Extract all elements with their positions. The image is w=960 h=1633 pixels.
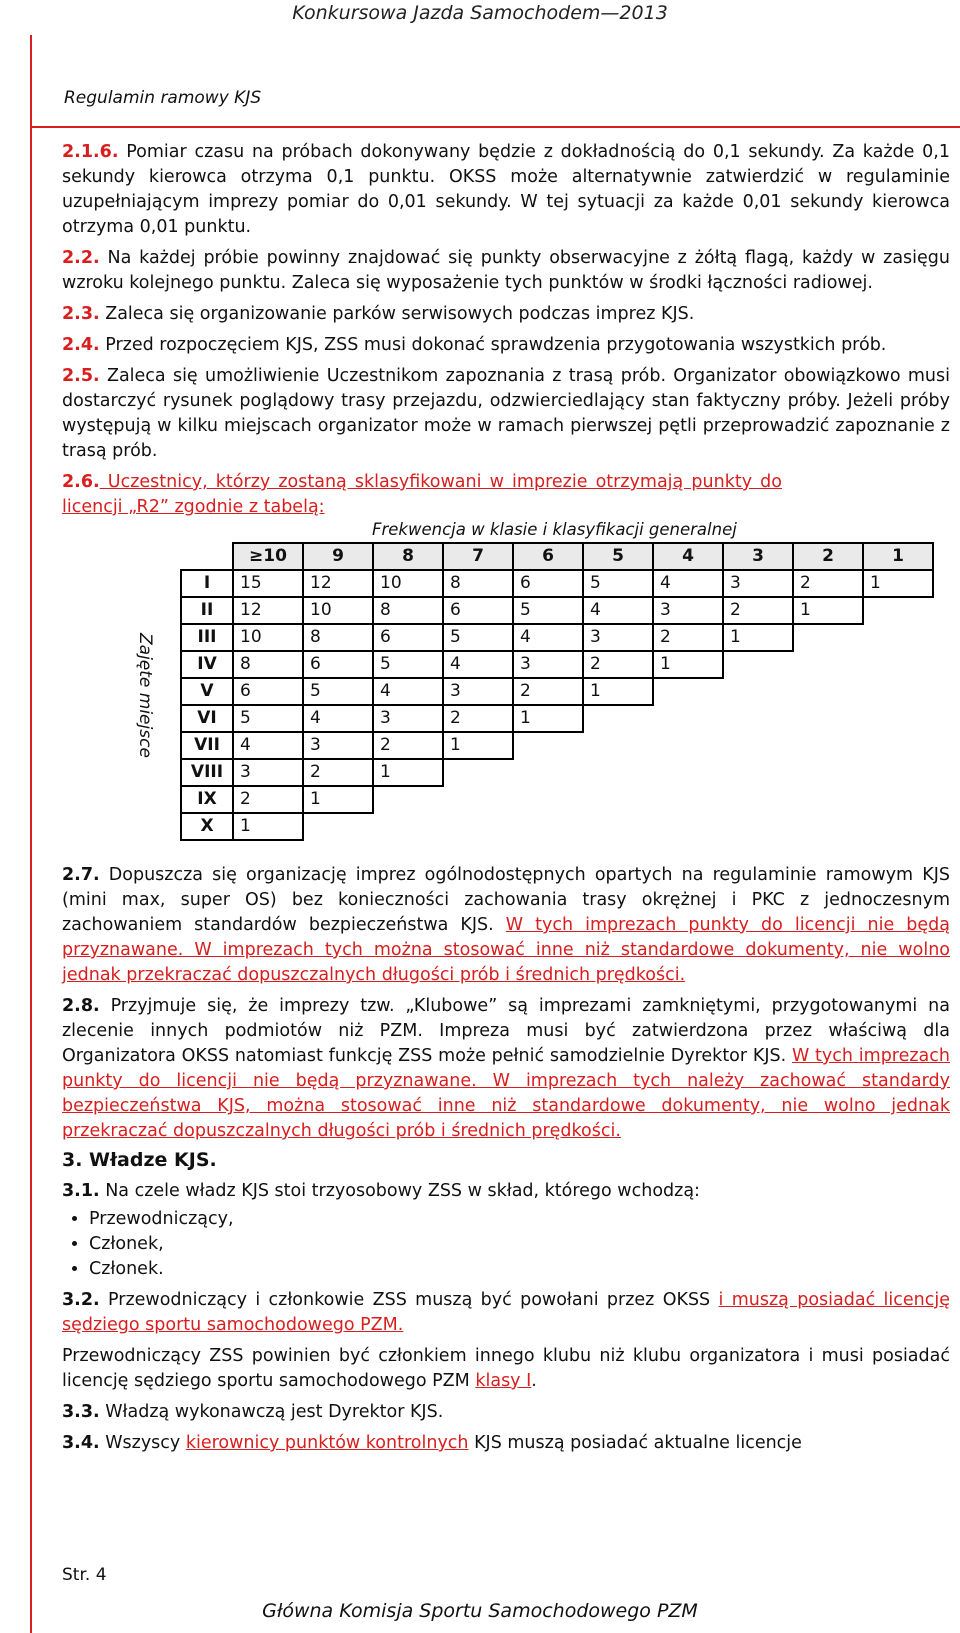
table-cell-empty: [443, 786, 513, 813]
paragraph-2-5: [62, 364, 950, 464]
paragraph-text: Pomiar czasu na próbach dokonywany będzie z dokładnością do 0,1 sekundy. Za każde 0,1 sekundy kierowca otrzyma 0,1 punktu. OKSS może alternatywnie zatwierdzić w regulaminie uzupełniającym imprezy pomiar do 0,01 sekundy. W tej sytuacji za każde 0,01 sekundy kierowca otrzyma 0,01 punktu.: [62, 142, 950, 237]
table-row: [181, 597, 933, 624]
paragraph-red-text: i muszą posiadać licencję sędziego sportu samochodowego PZM.: [62, 1290, 950, 1335]
table-cell-empty: [863, 597, 933, 624]
member-list: [62, 1207, 950, 1282]
paragraph-text: Przed rozpoczęciem KJS, ZSS musi dokonać sprawdzenia przygotowania wszystkich prób.: [99, 335, 887, 355]
paragraph-3-4: [62, 1431, 950, 1456]
table-row-label: X: [181, 813, 233, 840]
table-cell: 1: [583, 678, 653, 705]
section-number: 2.7.: [62, 865, 100, 885]
table-cell: 2: [373, 732, 443, 759]
table-cell: 4: [373, 678, 443, 705]
table-row: [181, 759, 933, 786]
table-row-label: VII: [181, 732, 233, 759]
table-cell: 1: [443, 732, 513, 759]
section-number: 2.2.: [62, 248, 100, 268]
section-number: 2.6.: [62, 472, 100, 492]
document-header-title: Konkursowa Jazda Samochodem—2013: [292, 2, 668, 24]
table-row: [181, 651, 933, 678]
table-cell-empty: [583, 732, 653, 759]
table-cell: 3: [233, 759, 303, 786]
paragraph-red-text: kierownicy punktów kontrolnych: [185, 1433, 469, 1453]
table-cell: 10: [233, 624, 303, 651]
table-row-label: IX: [181, 786, 233, 813]
table-cell: 1: [863, 570, 933, 597]
table-row: [181, 624, 933, 651]
table-cell: 6: [443, 597, 513, 624]
table-cell-empty: [863, 759, 933, 786]
section-heading-3: 3. Władze KJS.: [62, 1149, 217, 1171]
table-cell-empty: [723, 813, 793, 840]
table-cell: 10: [303, 597, 373, 624]
points-table: [180, 542, 934, 841]
table-cell: 1: [303, 786, 373, 813]
section-number: 3.2.: [62, 1290, 100, 1310]
table-row: [181, 705, 933, 732]
table-cell: 3: [373, 705, 443, 732]
list-item: • Członek.: [89, 1257, 950, 1282]
table-cell: 3: [443, 678, 513, 705]
header-rule-horizontal: [30, 126, 960, 128]
table-cell: 3: [583, 624, 653, 651]
table-cell: 5: [373, 651, 443, 678]
table-cell: 6: [373, 624, 443, 651]
table-cell: 2: [233, 786, 303, 813]
table-row: [181, 786, 933, 813]
table-cell: 5: [513, 597, 583, 624]
table-cell: 1: [373, 759, 443, 786]
paragraph-text: Dopuszcza się organizację imprez ogólnodostępnych opartych na regulaminie ramowym KJS (mini max, super OS) bez konieczności zachowania trasy okrężnej i PKC z jednoczesnym zachowaniem standardów bezpieczeństwa KJS.: [62, 865, 950, 935]
table-header-cell: 8: [373, 543, 443, 570]
table-side-label: Zajęte miejsce: [135, 633, 155, 758]
section-number: 2.1.6.: [62, 142, 119, 162]
page-number: Str. 4: [62, 1565, 107, 1585]
table-cell-empty: [583, 705, 653, 732]
list-item: • Przewodniczący,: [89, 1207, 950, 1232]
table-cell: 2: [443, 705, 513, 732]
paragraph-2-8: [62, 994, 950, 1144]
table-cell-empty: [723, 705, 793, 732]
paragraph-text: Wszyscy: [99, 1433, 186, 1453]
paragraph-red-text: W tych imprezach punkty do licencji nie będą przyznawane. W imprezach tych należy zachować standardy bezpieczeństwa KJS, można stosować inne niż standardowe dokumenty, nie wolno jednak przekraczać dopuszczalnych długości prób i średnich prędkości.: [62, 1046, 950, 1141]
table-row: [181, 570, 933, 597]
document-footer-title: Główna Komisja Sportu Samochodowego PZM: [262, 1600, 698, 1622]
table-cell-empty: [723, 786, 793, 813]
table-cell-empty: [583, 759, 653, 786]
paragraph-text: Na każdej próbie powinny znajdować się punkty obserwacyjne z żółtą flagą, każdy w zasięgu wzroku kolejnego punktu. Zaleca się wyposażenie tych punktów w środki łączności radiowej.: [62, 248, 950, 293]
paragraph-red-text: W tych imprezach punkty do licencji nie będą przyznawane. W imprezach tych można stosować inne niż standardowe dokumenty, nie wolno jednak przekraczać dopuszczalnych długości prób i średnich prędkości.: [62, 915, 951, 985]
table-caption: Frekwencja w klasie i klasyfikacji generalnej: [372, 520, 737, 539]
table-cell-empty: [863, 624, 933, 651]
table-cell-empty: [583, 786, 653, 813]
table-cell-empty: [373, 813, 443, 840]
table-row-label: I: [181, 570, 233, 597]
section-number: 2.4.: [62, 335, 100, 355]
table-cell-empty: [653, 759, 723, 786]
margin-rule-vertical: [30, 35, 32, 1633]
paragraph-2-4: [62, 333, 950, 358]
table-cell: 12: [233, 597, 303, 624]
table-cell: 15: [233, 570, 303, 597]
table-cell-empty: [513, 732, 583, 759]
table-cell-empty: [513, 786, 583, 813]
table-row-label: II: [181, 597, 233, 624]
table-cell-empty: [793, 732, 863, 759]
table-cell: 6: [303, 651, 373, 678]
table-cell-empty: [863, 705, 933, 732]
section-number: 3.1.: [62, 1181, 100, 1201]
table-cell: 6: [513, 570, 583, 597]
section-number: 2.5.: [62, 366, 100, 386]
paragraph-tail: .: [531, 1371, 537, 1391]
table-cell-empty: [443, 759, 513, 786]
table-cell-empty: [653, 732, 723, 759]
table-cell: 2: [793, 570, 863, 597]
paragraph-3-3: [62, 1400, 950, 1425]
document-body: [62, 140, 950, 1459]
table-cell: 5: [583, 570, 653, 597]
table-cell-empty: [793, 651, 863, 678]
table-cell: 1: [513, 705, 583, 732]
table-row: [181, 732, 933, 759]
table-cell-empty: [513, 759, 583, 786]
table-cell-empty: [653, 786, 723, 813]
table-row-label: V: [181, 678, 233, 705]
table-header-cell: 3: [723, 543, 793, 570]
table-cell-empty: [583, 813, 653, 840]
table-cell: 3: [723, 570, 793, 597]
paragraph-2-6: [62, 470, 782, 520]
table-cell-empty: [653, 813, 723, 840]
table-cell: 5: [233, 705, 303, 732]
table-cell: 8: [443, 570, 513, 597]
paragraph-text: Przyjmuje się, że imprezy tzw. „Klubowe” są imprezami zamkniętymi, przygotowanymi na zlecenie innych podmiotów niż PZM. Impreza musi być zatwierdzona przez właściwą dla Organizatora OKSS natomiast funkcję ZSS może pełnić samodzielnie Dyrektor KJS.: [62, 996, 950, 1066]
table-cell-empty: [723, 651, 793, 678]
table-header-cell: 7: [443, 543, 513, 570]
table-cell: 2: [723, 597, 793, 624]
section-number: 2.8.: [62, 996, 100, 1016]
paragraph-3-2-continued: [62, 1344, 950, 1394]
table-header-cell: 2: [793, 543, 863, 570]
table-cell: 12: [303, 570, 373, 597]
table-cell-empty: [863, 678, 933, 705]
table-header-cell: 1: [863, 543, 933, 570]
table-cell: 3: [303, 732, 373, 759]
paragraph-text: Władzą wykonawczą jest Dyrektor KJS.: [99, 1402, 444, 1422]
paragraph-2-3: [62, 302, 950, 327]
paragraph-red-text: klasy I: [475, 1371, 532, 1391]
table-cell: 2: [303, 759, 373, 786]
table-cell: 4: [443, 651, 513, 678]
paragraph-text: Przewodniczący ZSS powinien być członkiem innego klubu niż klubu organizatora i musi posiadać licencję sędziego sportu samochodowego PZM: [62, 1346, 950, 1391]
paragraph-2-7: [62, 863, 950, 988]
paragraph-text: Przewodniczący i członkowie ZSS muszą być powołani przez OKSS: [99, 1290, 719, 1310]
section-number: 2.3.: [62, 304, 100, 324]
table-cell-empty: [443, 813, 513, 840]
table-header-cell: 6: [513, 543, 583, 570]
table-cell: 2: [513, 678, 583, 705]
table-cell-empty: [863, 732, 933, 759]
table-header-cell: 9: [303, 543, 373, 570]
table-cell-empty: [653, 678, 723, 705]
table-cell: 1: [723, 624, 793, 651]
paragraph-2-1-6: [62, 140, 950, 240]
running-head: Regulamin ramowy KJS: [64, 88, 262, 108]
table-cell: 5: [443, 624, 513, 651]
table-cell: 4: [233, 732, 303, 759]
table-cell-empty: [793, 624, 863, 651]
table-header-cell: 4: [653, 543, 723, 570]
table-cell-empty: [653, 705, 723, 732]
table-header-cell: 5: [583, 543, 653, 570]
table-cell: 3: [513, 651, 583, 678]
table-cell: 5: [303, 678, 373, 705]
paragraph-3-2: [62, 1288, 950, 1338]
table-header-row: [181, 543, 933, 570]
table-cell: 10: [373, 570, 443, 597]
paragraph-text: Zaleca się umożliwienie Uczestnikom zapoznania z trasą prób. Organizator obowiązkowo musi dostarczyć rysunek poglądowy trasy przejazdu, odzwierciedlający stan faktyczny próby. Jeżeli próby występują w kilku miejscach organizator może w ramach pierwszej pętli przeprowadzić zapoznanie z trasą prób.: [62, 366, 950, 461]
table-cell: 1: [653, 651, 723, 678]
table-cell: 4: [653, 570, 723, 597]
section-number: 3.4.: [62, 1433, 100, 1453]
table-cell-empty: [793, 786, 863, 813]
table-cell-empty: [513, 813, 583, 840]
table-cell-empty: [373, 786, 443, 813]
table-cell: 4: [303, 705, 373, 732]
table-cell-empty: [723, 732, 793, 759]
table-row-label: VIII: [181, 759, 233, 786]
table-row-label: IV: [181, 651, 233, 678]
list-item: • Członek,: [89, 1232, 950, 1257]
table-cell-empty: [793, 705, 863, 732]
section-number: 3.3.: [62, 1402, 100, 1422]
table-cell-empty: [793, 678, 863, 705]
table-cell: 1: [793, 597, 863, 624]
table-cell: 4: [583, 597, 653, 624]
table-header-cell: ≥10: [233, 543, 303, 570]
table-cell: 8: [303, 624, 373, 651]
table-cell-empty: [863, 651, 933, 678]
paragraph-3-1: [62, 1179, 950, 1204]
table-cell: 2: [653, 624, 723, 651]
table-row: [181, 678, 933, 705]
table-cell-empty: [863, 813, 933, 840]
paragraph-text: Zaleca się organizowanie parków serwisowych podczas imprez KJS.: [99, 304, 695, 324]
table-corner: [181, 543, 233, 570]
table-cell-empty: [863, 786, 933, 813]
table-cell-empty: [723, 759, 793, 786]
table-cell-empty: [793, 813, 863, 840]
table-cell: 3: [653, 597, 723, 624]
table-cell-empty: [723, 678, 793, 705]
table-cell: 4: [513, 624, 583, 651]
table-cell: 2: [583, 651, 653, 678]
table-cell-empty: [793, 759, 863, 786]
table-cell: 1: [233, 813, 303, 840]
paragraph-text: Uczestnicy, którzy zostaną sklasyfikowani w imprezie otrzymają punkty do licencji „R2” zgodnie z tabelą:: [62, 472, 782, 517]
table-cell: 8: [373, 597, 443, 624]
paragraph-2-2: [62, 246, 950, 296]
table-row: [181, 813, 933, 840]
table-cell: 8: [233, 651, 303, 678]
paragraph-tail: KJS muszą posiadać aktualne licencje: [468, 1433, 802, 1453]
table-row-label: VI: [181, 705, 233, 732]
table-cell-empty: [303, 813, 373, 840]
table-row-label: III: [181, 624, 233, 651]
paragraph-text: Na czele władz KJS stoi trzyosobowy ZSS w skład, którego wchodzą:: [99, 1181, 700, 1201]
points-table-area: [62, 520, 950, 863]
table-cell: 6: [233, 678, 303, 705]
